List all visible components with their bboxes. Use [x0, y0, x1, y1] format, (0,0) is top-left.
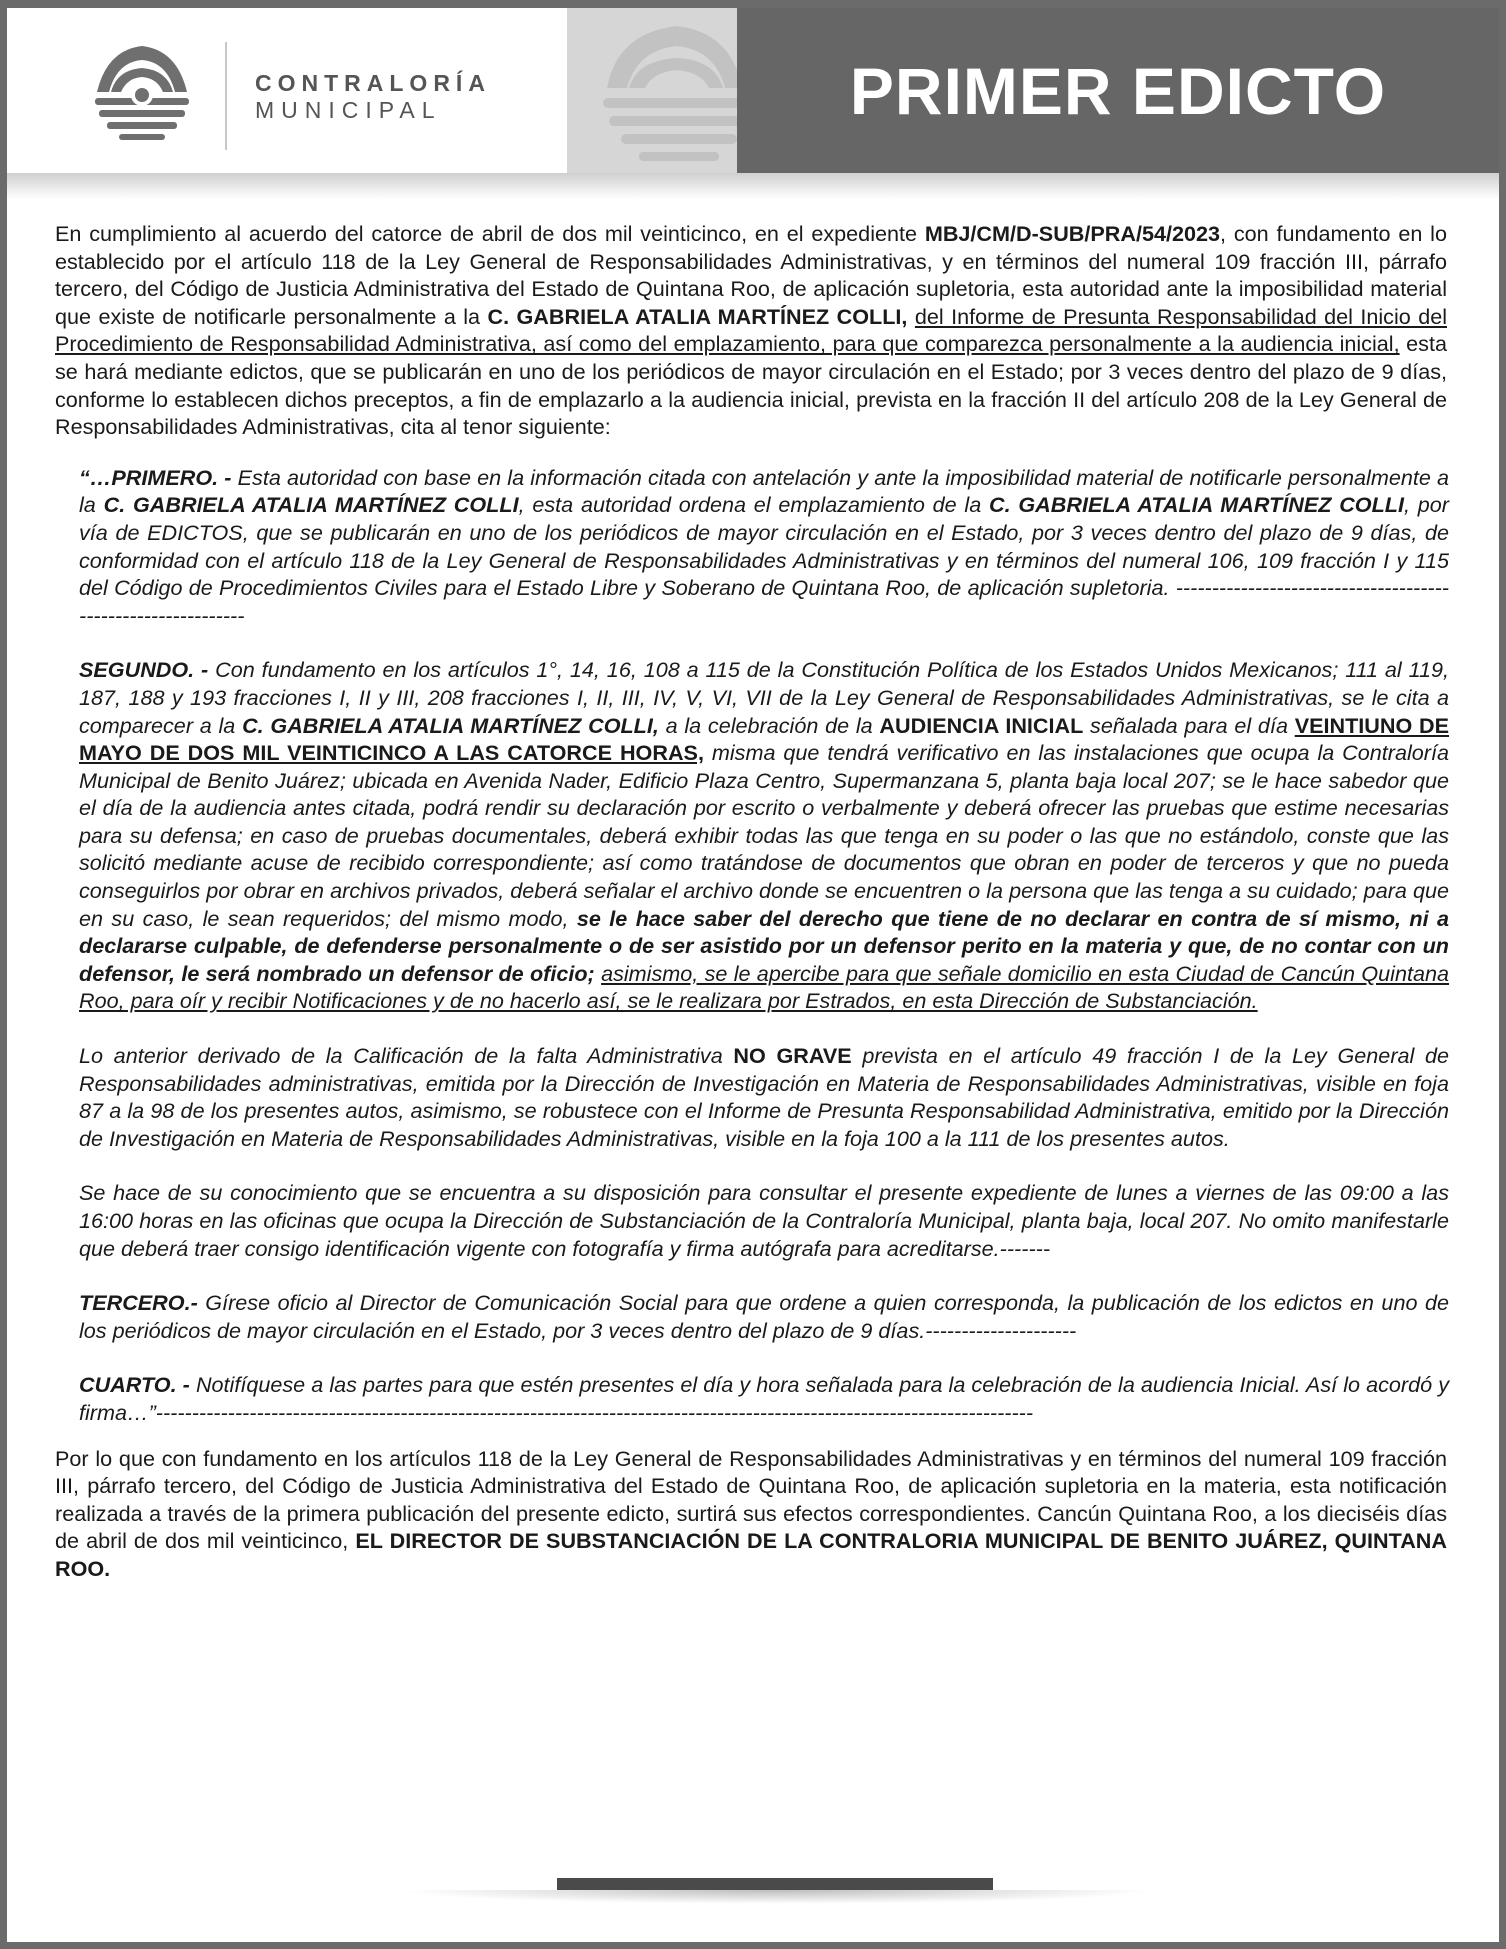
hearing-date: VEINTIUNO DE MAYO DE DOS MIL VEINTICINCO A LAS CATORCE HORAS,: [79, 712, 1450, 766]
audiencia-inicial: AUDIENCIA INICIAL: [879, 712, 1084, 738]
footer-bar: [557, 1878, 993, 1890]
cuarto-paragraph: [79, 1371, 1449, 1426]
underlined-notice: del Informe de Presunta Responsabilidad del Inicio del Procedimiento de Responsabilidad Administrativa, así como del emplazamiento, para que comparezca personalmente a la audiencia inicial,: [55, 303, 1448, 357]
header-shadow: [7, 173, 1499, 199]
primero-text-1: Esta autoridad con base en la información citada con antelación y ante la imposibilidad material de notificarle personalmente a la: [79, 464, 1450, 518]
anterior-text-2: prevista en el artículo 49 fracción I de la Ley General de Responsabilidades administrativas, emitida por la Dirección de Investigación en Materia de Responsabilidades Administrativas, visible en foja 87 a la 98 de los presentes autos, asimismo, se robustece con el Informe de Presunta Responsabilidad Administrativa, emitido por la Dirección de Investigación en Materia de Responsabilidades Administrativas, visible en la foja 100 a la 111 de los presentes autos.: [79, 1043, 1449, 1151]
anterior-text-1: Lo anterior derivado de la Calificación de la falta Administrativa: [79, 1043, 734, 1069]
footer-shadow: [397, 1890, 1157, 1904]
logo-line-1: CONTRALORÍA: [255, 70, 491, 96]
closing-paragraph: [55, 1445, 1447, 1583]
watermark-logo-icon: [567, 8, 737, 173]
conocimiento-text: Se hace de su conocimiento que se encuentra a su disposición para consultar el presente expediente de lunes a viernes de las 09:00 a las 16:00 horas en las oficinas que ocupa la Dirección de Substanciación de la Contraloría Municipal, planta baja, local 207. No omito manifestarle que deberá traer consigo identificación vigente con fotografía y firma autógrafa para acreditarse.-------: [79, 1180, 1449, 1261]
intro-text-2: , con fundamento en lo establecido por el artículo 118 de la Ley General de Responsabilidades Administrativas, y en términos del numeral 109 fracción III, párrafo tercero, del Código de Justicia Administrativa del Estado de Quintana Roo, de aplicación supletoria, esta autoridad ante la imposibilidad material que existe de notificarle personalmente a la: [55, 221, 1447, 329]
watermark-panel: [567, 8, 737, 173]
case-number: MBJ/CM/D-SUB/PRA/54/2023: [924, 221, 1221, 246]
cuarto-label: CUARTO. -: [79, 1372, 190, 1398]
closing-text: Por lo que con fundamento en los artículos 118 de la Ley General de Responsabilidades Administrativas y en términos del numeral 109 fracción III, párrafo tercero, del Código de Justicia Administrativa del Estado de Quintana Roo, de aplicación supletoria en la materia, esta notificación realizada a través de la primera publicación del presente edicto, surtirá sus efectos correspondientes. Cancún Quintana Roo, a los dieciséis días de abril de dos mil veinticinco,: [55, 1445, 1447, 1554]
edict-body: [55, 220, 1450, 1583]
segundo-text-2: a la celebración de la: [658, 712, 880, 738]
logo-line-2: MUNICIPAL: [255, 97, 442, 123]
header: [7, 8, 1499, 173]
primero-text-3: , por vía de EDICTOS, que se publicarán en uno de los periódicos de mayor circulación en el Estado, por 3 veces dentro del plazo de 9 días, de conformidad con el artículo 118 de la Ley General de Responsabilidades Administrativas y en términos del numeral 106, 109 fracción I y 115 del Código de Procedimientos Civiles para el Estado Libre y Soberano de Quintana Roo, de aplicación supletoria. -------------------------------------------------------------: [79, 492, 1449, 628]
respondent-name: C. GABRIELA ATALIA MARTÍNEZ COLLI,: [487, 303, 908, 329]
tercero-label: TERCERO.-: [79, 1290, 198, 1316]
logo-text: [255, 70, 491, 124]
no-grave: NO GRAVE: [733, 1043, 852, 1069]
domicile-warning: asimismo, se le apercibe para que señale domicilio en esta Ciudad de Cancún Quintana Roo, para oír y recibir Notificaciones y de no hacerlo así, se le realizara por Estrados, en esta Dirección de Substanciación.: [79, 960, 1450, 1014]
primero-text-2: , esta autoridad ordena el emplazamiento de la: [518, 492, 989, 518]
page-title: PRIMER EDICTO: [849, 53, 1387, 128]
primero-paragraph: [79, 464, 1449, 630]
segundo-text-4: misma que tendrá verificativo en las instalaciones que ocupa la Contraloría Municipal de Benito Juárez; ubicada en Avenida Nader, Edificio Plaza Centro, Supermanzana 5, planta baja local 207; se le hace sabedor que el día de la audiencia antes citada, podrá rendir su declaración por escrito o verbalmente y deberá ofrecer las pruebas que estime necesarias para su defensa; en caso de pruebas documentales, deberá exhibir todas las que tenga en su poder o las que no estándolo, conste que las solicitó mediante acuse de recibido correspondiente; así como tratándose de documentos que obran en poder de terceros y que no pueda conseguirlos por obrar en archivos privados, deberá señalar el archivo donde se encuentren o la persona que las tenga a su cuidado; para que en su caso, le sean requeridos; del mismo modo,: [79, 740, 1450, 931]
signatory: EL DIRECTOR DE SUBSTANCIACIÓN DE LA CONTRALORIA MUNICIPAL DE BENITO JUÁREZ, QUINTANA ROO.: [55, 1528, 1447, 1581]
segundo-name: C. GABRIELA ATALIA MARTÍNEZ COLLI,: [242, 712, 659, 738]
intro-text-1: En cumplimiento al acuerdo del catorce de abril de dos mil veinticinco, en el expediente: [55, 221, 925, 246]
intro-text-4: esta se hará mediante edictos, que se publicarán en uno de los periódicos de mayor circulación en el Estado; por 3 veces dentro del plazo de 9 días, conforme lo establecen dichos preceptos, a fin de emplazarlo a la audiencia inicial, prevista en la fracción II del artículo 208 de la Ley General de Responsabilidades Administrativas, cita al tenor siguiente:: [55, 331, 1447, 440]
segundo-label: SEGUNDO. -: [79, 657, 209, 683]
sun-wave-logo-icon: [87, 40, 197, 150]
tercero-paragraph: [79, 1289, 1449, 1344]
conocimiento-paragraph: [79, 1179, 1449, 1262]
tercero-text: Gírese oficio al Director de Comunicación Social para que ordene a quien corresponda, la publicación de los edictos en uno de los periódicos de mayor circulación en el Estado, por 3 veces dentro del plazo de 9 días.---------------------: [79, 1290, 1449, 1343]
segundo-text-3: señalada para el día: [1083, 712, 1295, 738]
rights-notice: se le hace saber del derecho que tiene de no declarar en contra de sí mismo, ni a declararse culpable, de defenderse personalmente o de ser asistido por un defensor perito en la materia y que, de no contar con un defensor, le será nombrado un defensor de oficio;: [79, 905, 1449, 986]
title-panel: [737, 8, 1499, 173]
anterior-paragraph: [79, 1042, 1449, 1152]
segundo-text-1: Con fundamento en los artículos 1°, 14, 16, 108 a 115 de la Constitución Política de los Estados Unidos Mexicanos; 111 al 119, 187, 188 y 193 fracciones I, II y III, 208 fracciones I, II, III, IV, V, VI, VII de la Ley General de Responsabilidades Administrativas, se le cita a comparecer a la: [79, 657, 1449, 738]
primero-name-1: C. GABRIELA ATALIA MARTÍNEZ COLLI: [103, 492, 519, 518]
cuarto-text: Notifíquese a las partes para que estén presentes el día y hora señalada para la celebración de la audiencia Inicial. Así lo acordó y firma…”--------------------------------------------------------------------------------------------------------------------------: [79, 1372, 1449, 1425]
intro-paragraph: [55, 220, 1447, 441]
intro-text-3: [907, 304, 914, 329]
logo-divider: [225, 42, 227, 150]
contraloria-logo: [87, 36, 507, 156]
segundo-paragraph: [79, 656, 1449, 1015]
primero-label: “…PRIMERO. -: [79, 464, 232, 490]
primero-name-2: C. GABRIELA ATALIA MARTÍNEZ COLLI: [989, 492, 1404, 518]
